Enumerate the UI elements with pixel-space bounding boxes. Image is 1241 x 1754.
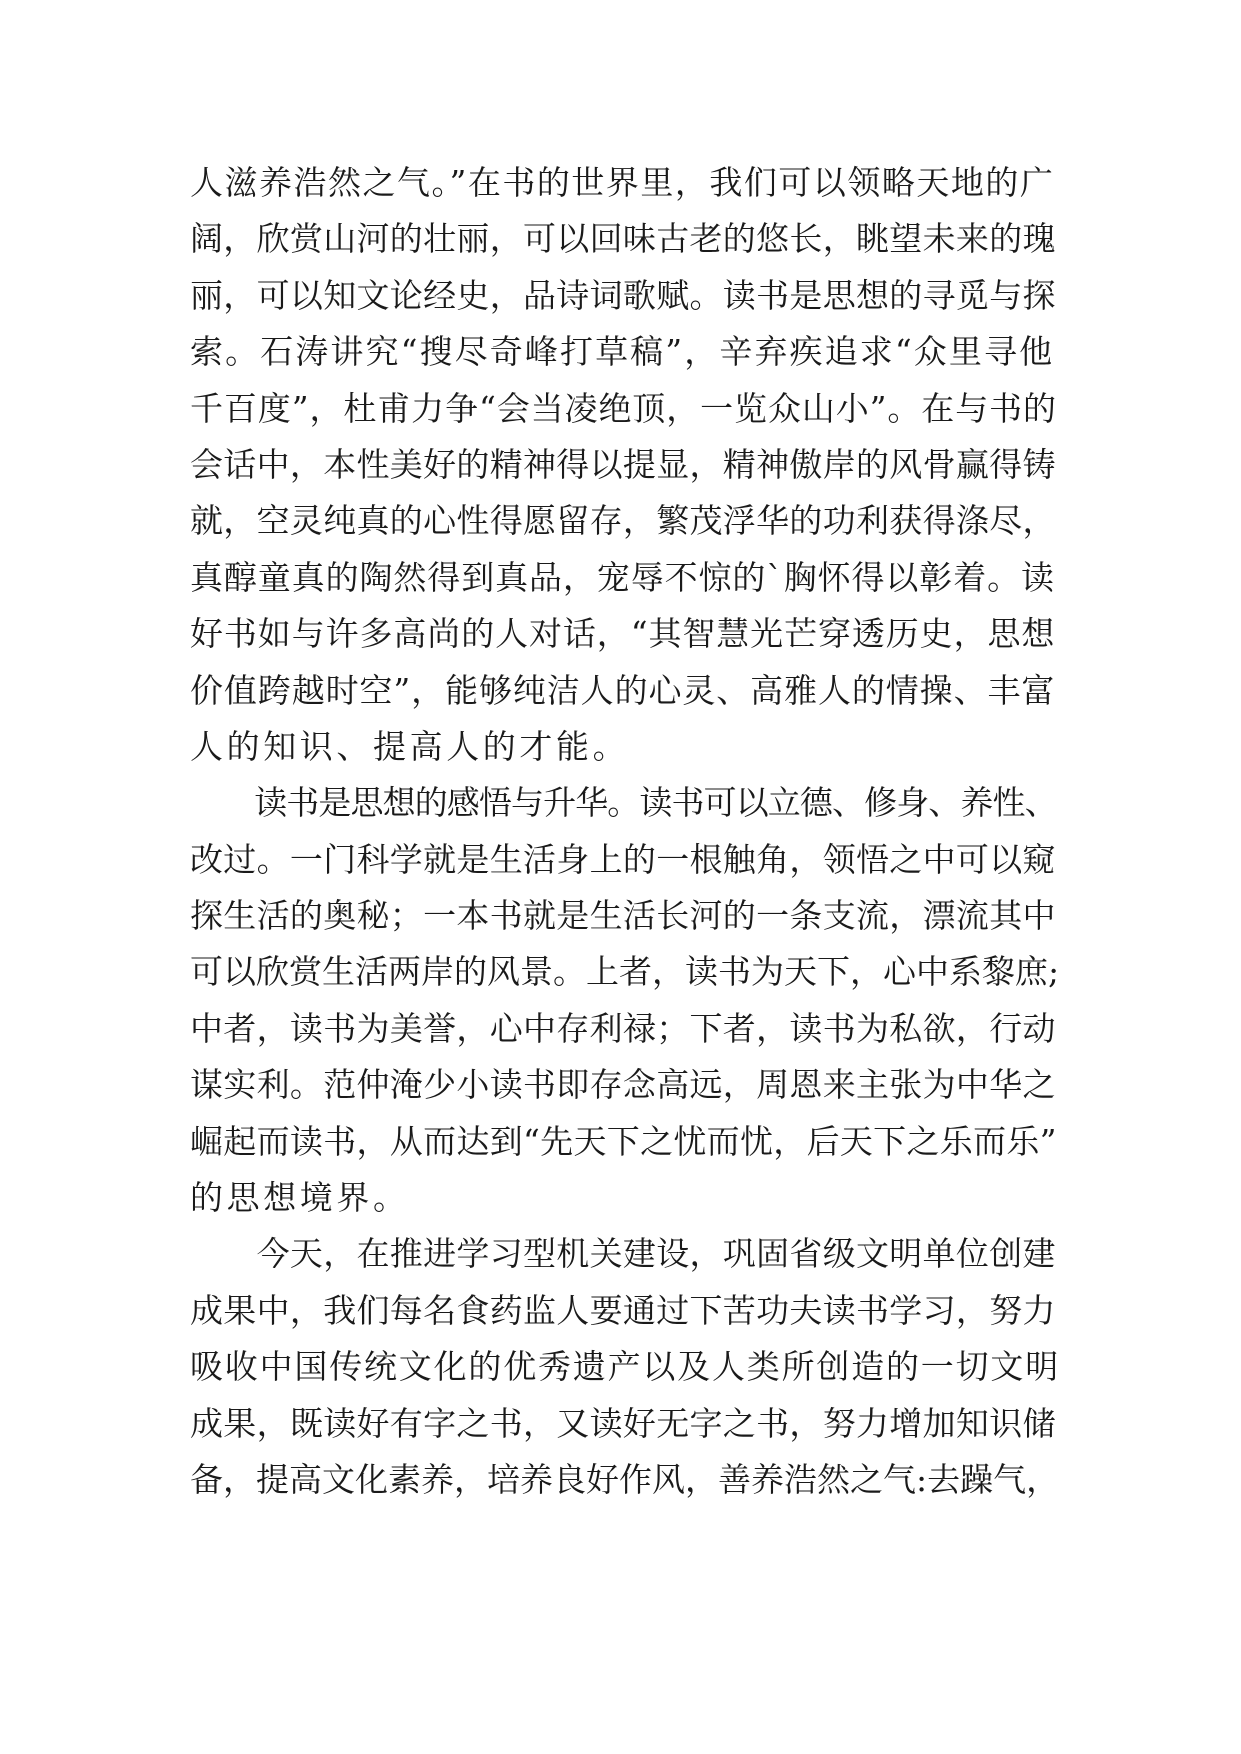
paragraph-start-line: 读书是思想的感悟与升华。读书可以立德、修身、养性、	[190, 783, 1057, 823]
text-line: 就，空灵纯真的心性得愿留存，繁茂浮华的功利获得涤尽，	[190, 501, 1056, 541]
text-line: 人滋养浩然之气。”在书的世界里，我们可以领略天地的广	[190, 163, 1055, 202]
text-line: 改过。一门科学就是生活身上的一根触角，领悟之中可以窥	[190, 839, 1056, 879]
text-line: 备，提高文化素养，培养良好作风，善养浩然之气:去躁气，	[190, 1459, 1060, 1499]
text-line: 吸收中国传统文化的优秀遗产以及人类所创造的一切文明	[190, 1347, 1060, 1387]
text-line: 的思想境界。	[190, 1178, 410, 1218]
text-line: 阔，欣赏山河的壮丽，可以回味古老的悠长，眺望未来的瑰	[190, 219, 1056, 259]
text-line: 谋实利。范仲淹少小读书即存念高远，周恩来主张为中华之	[190, 1065, 1056, 1105]
text-line: 索。石涛讲究“搜尽奇峰打草稿”，辛弃疾追求“众里寻他	[190, 332, 1055, 372]
text-line: 千百度”，杜甫力争“会当凌绝顶，一览众山小”。在与书的	[190, 388, 1057, 428]
text-line: 丽，可以知文论经史，品诗词歌赋。读书是思想的寻觅与探	[190, 275, 1056, 315]
text-line: 成果，既读好有字之书，又读好无字之书，努力增加知识储	[190, 1403, 1056, 1443]
text-line: 价值跨越时空”，能够纯洁人的心灵、高雅人的情操、丰富	[190, 670, 1056, 710]
paragraph-start-line: 今天，在推进学习型机关建设，巩固省级文明单位创建	[190, 1234, 1056, 1274]
text-line: 真醇童真的陶然得到真品，宠辱不惊的`胸怀得以彰着。读	[190, 557, 1055, 597]
text-line: 人的知识、提高人的才能。	[190, 726, 630, 766]
text-line: 会话中，本性美好的精神得以提显，精神傲岸的风骨赢得铸	[190, 444, 1056, 484]
text-line: 崛起而读书，从而达到“先天下之忧而忧，后天下之乐而乐”	[190, 1121, 1057, 1161]
text-line: 探生活的奥秘；一本书就是生活长河的一条支流，漂流其中	[190, 896, 1056, 936]
text-line: 成果中，我们每名食药监人要通过下苦功夫读书学习，努力	[190, 1290, 1056, 1330]
text-line: 可以欣赏生活两岸的风景。上者，读书为天下，心中系黎庶;	[190, 952, 1060, 992]
text-line: 好书如与许多高尚的人对话，“其智慧光芒穿透历史，思想	[190, 614, 1056, 654]
body-text	[190, 155, 1060, 1508]
text-line: 中者，读书为美誉，心中存利禄；下者，读书为私欲，行动	[190, 1008, 1056, 1048]
